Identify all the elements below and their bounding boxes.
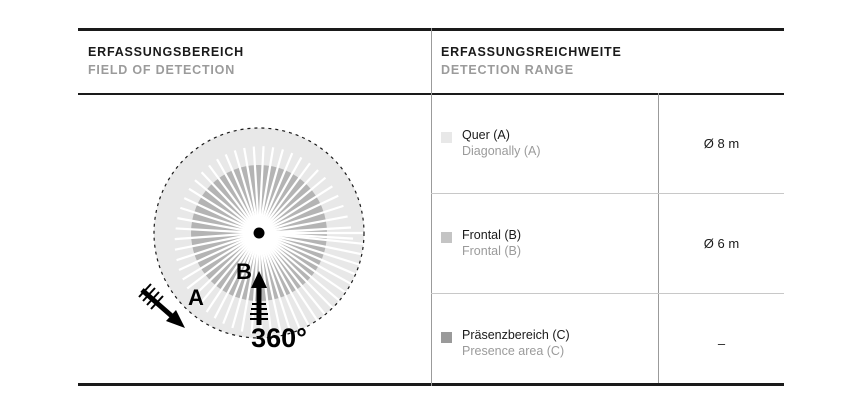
label-a: A	[188, 285, 204, 310]
legend-text-frontal	[462, 227, 521, 259]
right-column-header	[441, 44, 622, 78]
left-header-en: FIELD OF DETECTION	[88, 63, 236, 77]
legend-row-frontal	[441, 193, 656, 293]
right-header-en: DETECTION RANGE	[441, 63, 574, 77]
left-header-de: ERFASSUNGSBEREICH	[88, 45, 244, 59]
value-presence: –	[717, 335, 726, 351]
legend-label-en-presence: Presence area (C)	[462, 344, 565, 358]
swatch-presence	[441, 332, 452, 343]
right-header-de: ERFASSUNGSREICHWEITE	[441, 45, 622, 59]
sensor-center-dot	[254, 228, 265, 239]
swatch-quer	[441, 132, 452, 143]
swatch-frontal	[441, 232, 452, 243]
label-angle: 360°	[251, 323, 307, 353]
legend-label-de-quer: Quer (A)	[462, 128, 510, 142]
value-quer: Ø 8 m	[703, 135, 740, 151]
legend-label-en-quer: Diagonally (A)	[462, 144, 541, 158]
legend-row-presence	[441, 293, 656, 393]
legend-label-en-frontal: Frontal (B)	[462, 244, 522, 258]
column-divider	[431, 28, 432, 386]
label-b: B	[236, 259, 252, 284]
detection-field-diagram	[94, 103, 424, 378]
legend-text-presence	[462, 327, 570, 359]
legend-label-de-presence: Präsenzbereich (C)	[462, 328, 570, 342]
left-column-header	[88, 44, 244, 78]
detection-spec-sheet	[78, 28, 784, 386]
legend-row-quer	[441, 93, 656, 193]
legend-text-quer	[462, 127, 541, 159]
value-frontal: Ø 6 m	[703, 235, 740, 251]
legend-label-de-frontal: Frontal (B)	[462, 228, 522, 242]
